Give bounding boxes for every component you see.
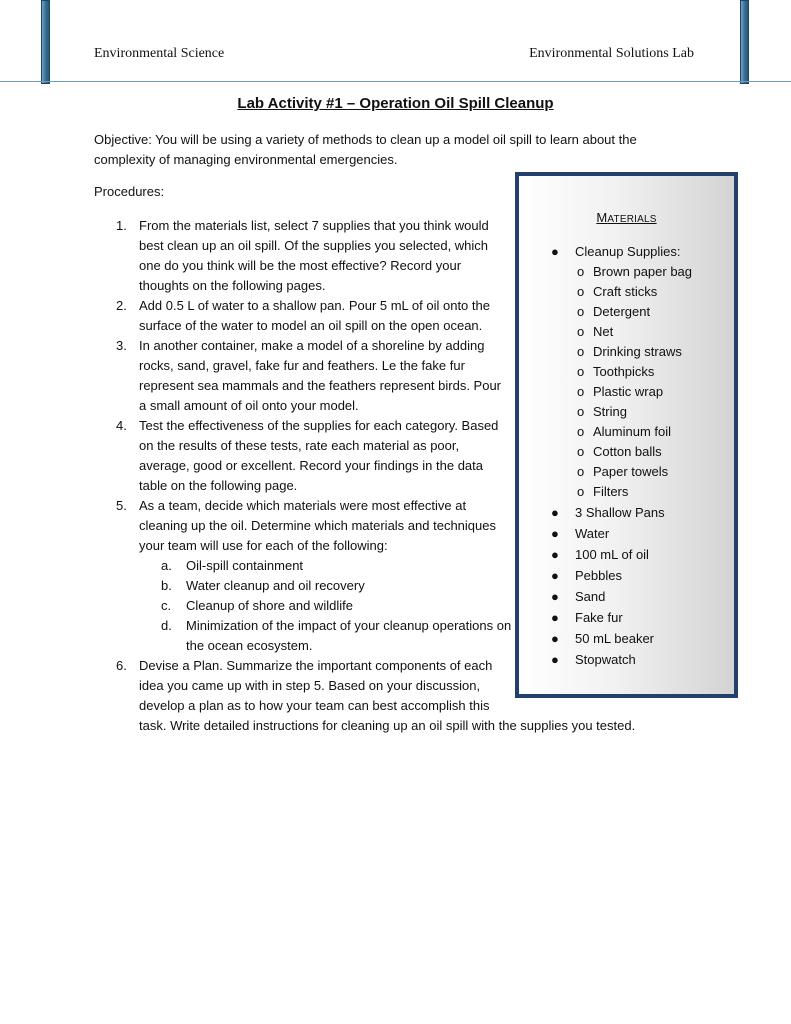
procedure-step — [94, 416, 509, 496]
materials-item — [519, 242, 692, 502]
procedure-step — [94, 216, 509, 296]
supply-item: o Craft sticks — [575, 282, 692, 302]
materials-item: ● 50 mL beaker — [519, 629, 692, 649]
supply-item: o Paper towels — [575, 462, 692, 482]
procedures-heading: Procedures: — [94, 184, 165, 199]
materials-item: ● Sand — [519, 587, 692, 607]
circle-bullet-icon: o — [577, 384, 585, 399]
materials-item: ● Pebbles — [519, 566, 692, 586]
circle-bullet-icon: o — [577, 364, 585, 379]
page-title: Lab Activity #1 – Operation Oil Spill Cleanup — [237, 95, 554, 112]
circle-bullet-icon: o — [577, 444, 585, 459]
supply-item: o Brown paper bag — [575, 262, 692, 282]
objective-paragraph: Objective: You will be using a variety of methods to clean up a model oil spill to learn about the complexity of managing environmental emergencies. — [94, 132, 637, 167]
bullet-icon: ● — [551, 244, 559, 259]
circle-bullet-icon: o — [577, 344, 585, 359]
materials-item: ● Fake fur — [519, 608, 692, 628]
header-lab-title: Environmental Solutions Lab — [529, 46, 694, 61]
materials-item: ● Stopwatch — [519, 650, 692, 670]
header-accent-bar-left — [41, 0, 50, 84]
bullet-icon: ● — [551, 589, 559, 604]
step-text-line: develop a plan as to how your team can best accomplish this — [139, 698, 490, 713]
step-text-line: Devise a Plan. Summarize the important components of each — [139, 658, 493, 673]
procedure-step — [94, 496, 512, 656]
step-text: As a team, decide which materials were most effective at cleaning up the oil. Determine which materials and techniques your team will use for each of the following: — [139, 498, 496, 553]
step-text-line: task. Write detailed instructions for cleaning up an oil spill with the supplies you tested. — [139, 718, 636, 733]
sub-item — [139, 596, 516, 616]
bullet-icon: ● — [551, 652, 559, 667]
supply-item: o Filters — [575, 482, 692, 502]
materials-item-label: Cleanup Supplies: — [575, 244, 681, 259]
step-text: Add 0.5 L of water to a shallow pan. Pour 5 mL of oil onto the surface of the water to model an oil spill on the open ocean. — [139, 298, 490, 333]
supply-item: o Detergent — [575, 302, 692, 322]
sub-text: Oil-spill containment — [186, 558, 304, 573]
sub-list — [139, 556, 512, 656]
supply-item: o Toothpicks — [575, 362, 692, 382]
materials-item: ● Water — [519, 524, 692, 544]
materials-list — [519, 242, 692, 670]
sub-item — [139, 556, 516, 576]
materials-item: ● 3 Shallow Pans — [519, 503, 692, 523]
procedure-step — [94, 336, 509, 416]
bullet-icon: ● — [551, 547, 559, 562]
step-number: 2. — [116, 298, 127, 313]
step-text: From the materials list, select 7 supplies that you think would best clean up an oil spill. Of the supplies you selected, which one do you think will be the most effective? Record your thoughts on the following pages. — [139, 218, 489, 293]
supplies-sublist — [575, 262, 692, 502]
sub-item — [139, 616, 516, 656]
step-text-line: idea you came up with in step 5. Based on your discussion, — [139, 678, 481, 693]
bullet-icon: ● — [551, 526, 559, 541]
bullet-icon: ● — [551, 631, 559, 646]
step-number: 1. — [116, 218, 127, 233]
circle-bullet-icon: o — [577, 284, 585, 299]
step-number: 6. — [116, 658, 127, 673]
step-number: 5. — [116, 498, 127, 513]
step-text: In another container, make a model of a shoreline by adding rocks, sand, gravel, fake fur and feathers. Le the fake fur represent sea mammals and the feathers represent birds. Pour a small amount of oil onto your model. — [139, 338, 502, 413]
supply-item: o Aluminum foil — [575, 422, 692, 442]
step-text: Test the effectiveness of the supplies for each category. Based on the results of these tests, rate each material as poor, average, good or excellent. Record your findings in the data table on the following page. — [139, 418, 499, 493]
step-number: 4. — [116, 418, 127, 433]
materials-box — [515, 172, 738, 698]
supply-item: o Cotton balls — [575, 442, 692, 462]
header-accent-bar-right — [740, 0, 749, 84]
bullet-icon: ● — [551, 610, 559, 625]
bullet-icon: ● — [551, 505, 559, 520]
materials-item: ● 100 mL of oil — [519, 545, 692, 565]
supply-item: o Net — [575, 322, 692, 342]
materials-heading: MATERIALS — [596, 210, 657, 225]
sub-text: Water cleanup and oil recovery — [186, 578, 365, 593]
sub-letter: c. — [161, 598, 172, 613]
header-course-title: Environmental Science — [94, 46, 225, 61]
circle-bullet-icon: o — [577, 304, 585, 319]
circle-bullet-icon: o — [577, 424, 585, 439]
sub-letter: d. — [161, 618, 172, 633]
circle-bullet-icon: o — [577, 484, 585, 499]
circle-bullet-icon: o — [577, 464, 585, 479]
sub-letter: b. — [161, 578, 172, 593]
sub-text: Cleanup of shore and wildlife — [186, 598, 353, 613]
circle-bullet-icon: o — [577, 264, 585, 279]
circle-bullet-icon: o — [577, 324, 585, 339]
sub-item — [139, 576, 516, 596]
sub-text: Minimization of the impact of your cleanup operations on the ocean ecosystem. — [186, 618, 512, 653]
circle-bullet-icon: o — [577, 404, 585, 419]
step-number: 3. — [116, 338, 127, 353]
supply-item: o String — [575, 402, 692, 422]
procedure-step — [94, 296, 509, 336]
header-rule — [0, 81, 791, 82]
sub-letter: a. — [161, 558, 172, 573]
bullet-icon: ● — [551, 568, 559, 583]
supply-item: o Plastic wrap — [575, 382, 692, 402]
supply-item: o Drinking straws — [575, 342, 692, 362]
